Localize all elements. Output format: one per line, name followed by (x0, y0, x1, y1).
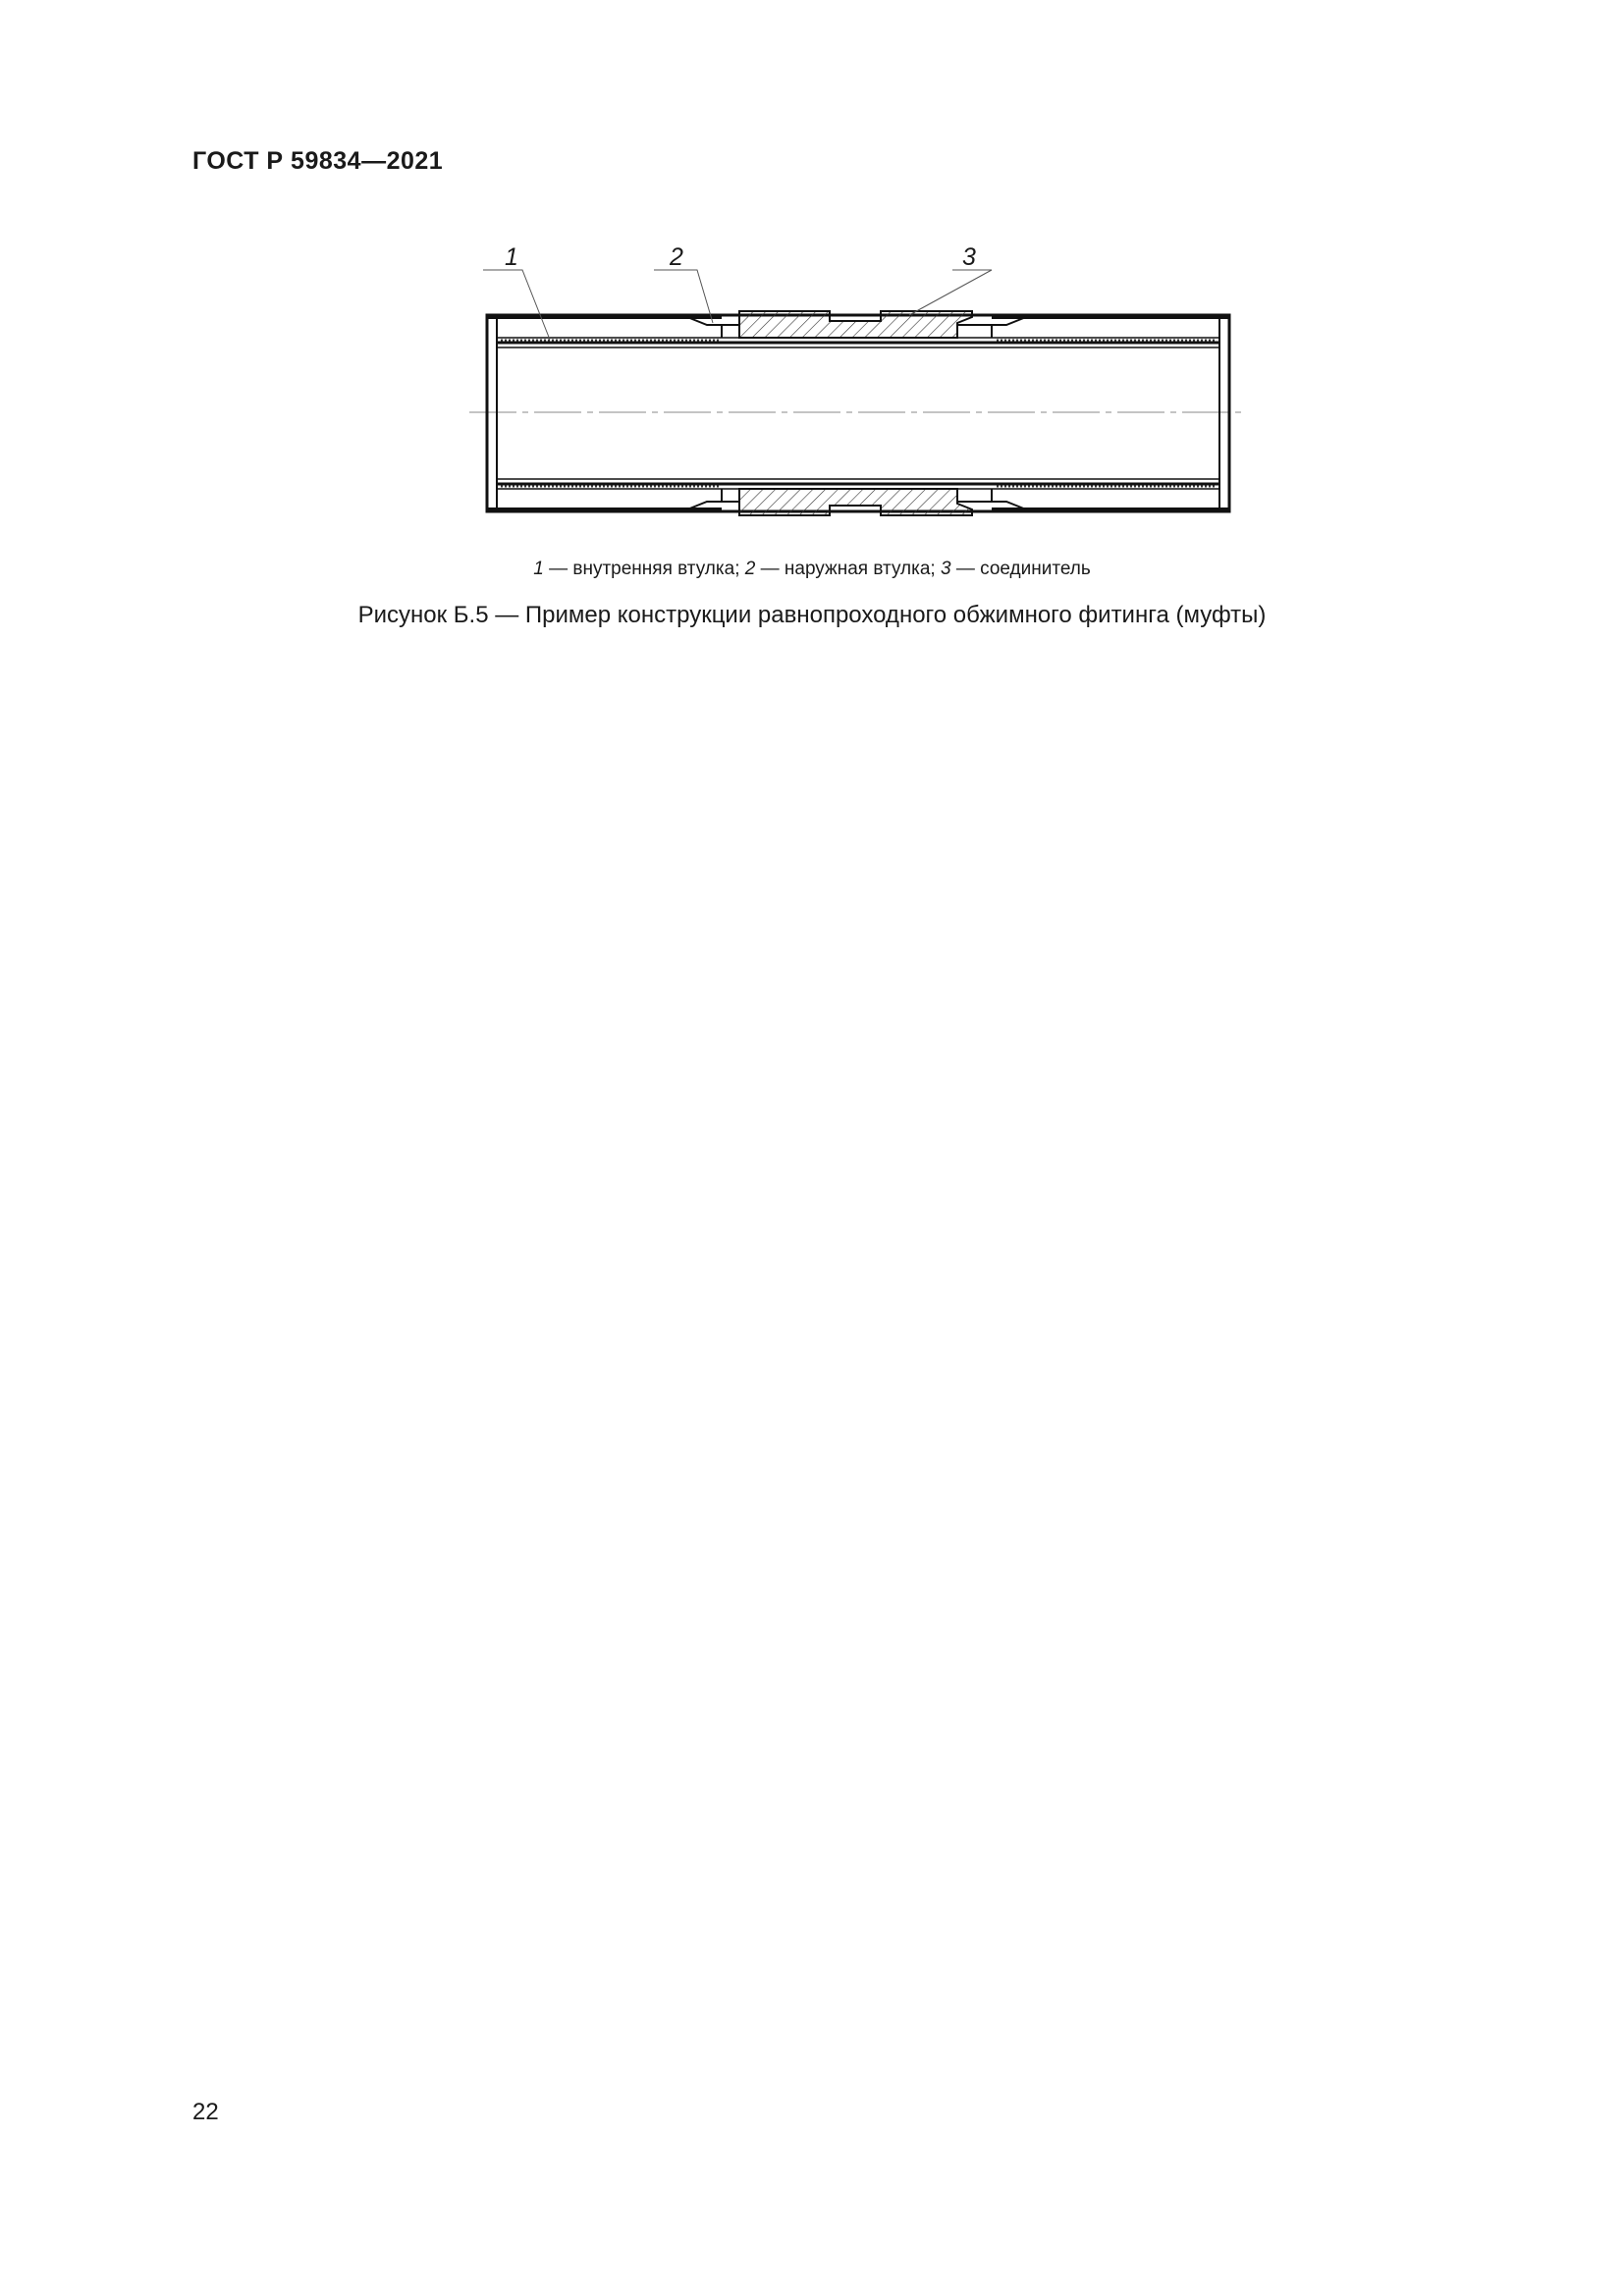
page-number: 22 (192, 2099, 219, 2125)
bottom-left-sleeve-taper (687, 489, 722, 509)
legend-num-1: 1 (533, 559, 544, 579)
document-code-header: ГОСТ Р 59834—2021 (192, 147, 444, 175)
fitting-drawing-svg (461, 240, 1247, 525)
figure-caption: Рисунок Б.5 — Пример конструкции равнопроходного обжимного фитинга (муфты) (357, 602, 1267, 628)
bottom-right-sleeve-taper (992, 489, 1026, 509)
top-right-sleeve-taper (992, 317, 1026, 338)
callout-1-leader (483, 270, 550, 340)
legend-text-1: — внутренняя втулка; (543, 559, 745, 579)
callout-3-number: 3 (962, 243, 976, 271)
legend-num-2: 2 (744, 559, 756, 579)
callout-3-leader (909, 270, 992, 315)
fitting-drawing (461, 240, 1247, 525)
top-left-sleeve-taper (687, 317, 722, 338)
legend-text-3: — соединитель (950, 559, 1091, 579)
pipe-outline (487, 315, 1229, 511)
figure-legend (0, 557, 1624, 582)
callout-2-number: 2 (670, 243, 683, 271)
legend-num-3: 3 (940, 559, 951, 579)
callout-1-number: 1 (505, 243, 518, 271)
legend-text-2: — наружная втулка; (755, 559, 941, 579)
